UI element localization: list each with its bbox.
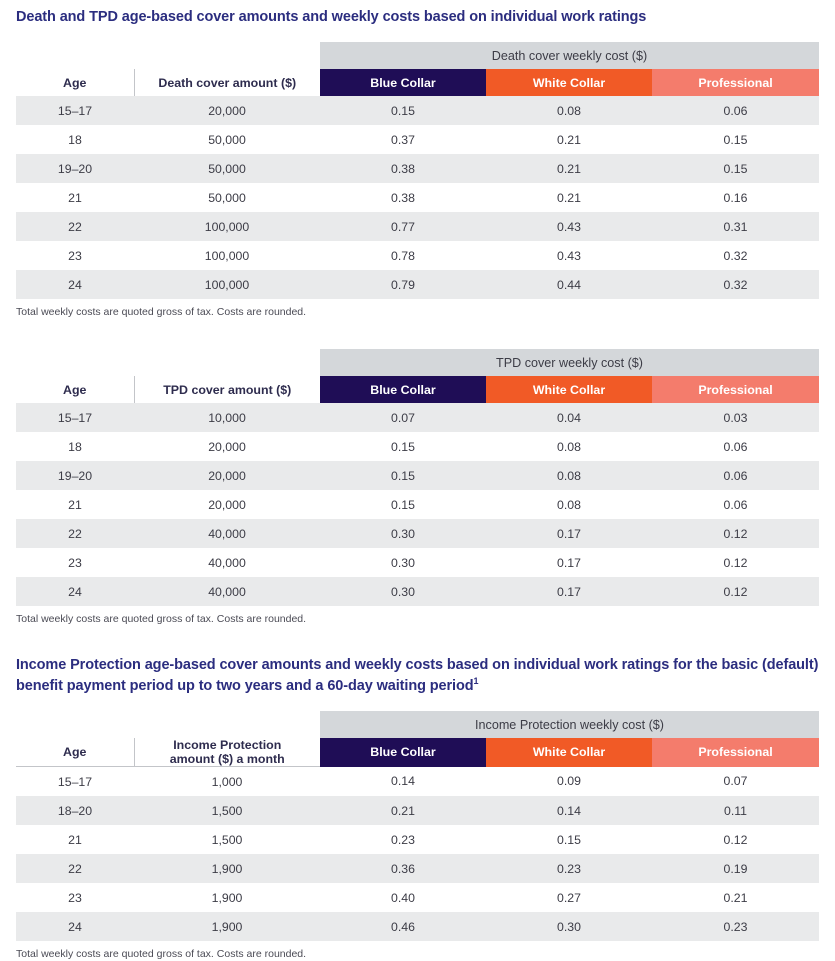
column-header-professional: Professional	[652, 376, 819, 403]
cell-age: 19–20	[16, 461, 134, 490]
cell-amount: 50,000	[134, 183, 320, 212]
group-header-death-cover-cost: Death cover weekly cost ($)	[320, 42, 819, 69]
cell-age: 19–20	[16, 154, 134, 183]
cell-age: 21	[16, 183, 134, 212]
cell-blue-collar: 0.15	[320, 461, 486, 490]
column-header-income-protection-amount	[134, 738, 320, 767]
cell-age: 23	[16, 883, 134, 912]
cell-white-collar: 0.23	[486, 854, 652, 883]
cell-age: 18	[16, 125, 134, 154]
column-header-age: Age	[16, 738, 134, 767]
tpd-cover-table	[16, 349, 819, 606]
table-note-income-protection: Total weekly costs are quoted gross of tax. Costs are rounded.	[16, 948, 307, 960]
cell-professional: 0.12	[652, 577, 819, 606]
cell-amount: 40,000	[134, 548, 320, 577]
cell-age: 15–17	[16, 767, 134, 797]
group-header-row	[16, 42, 819, 69]
cell-age: 15–17	[16, 96, 134, 125]
group-header-spacer	[134, 349, 320, 376]
cell-professional: 0.21	[652, 883, 819, 912]
cell-professional: 0.15	[652, 125, 819, 154]
cell-amount: 100,000	[134, 270, 320, 299]
death-cover-table	[16, 42, 819, 299]
cell-white-collar: 0.08	[486, 432, 652, 461]
table-row	[16, 854, 819, 883]
group-header-spacer	[134, 711, 320, 738]
table-row	[16, 490, 819, 519]
cell-amount: 1,500	[134, 796, 320, 825]
table-row	[16, 241, 819, 270]
cell-professional: 0.06	[652, 432, 819, 461]
cell-white-collar: 0.04	[486, 403, 652, 432]
cell-amount: 20,000	[134, 432, 320, 461]
cell-amount: 20,000	[134, 490, 320, 519]
column-header-professional: Professional	[652, 738, 819, 767]
table-row	[16, 796, 819, 825]
cell-amount: 20,000	[134, 96, 320, 125]
cell-white-collar: 0.08	[486, 461, 652, 490]
cell-amount: 100,000	[134, 241, 320, 270]
cell-age: 24	[16, 270, 134, 299]
cell-white-collar: 0.09	[486, 767, 652, 797]
cell-age: 23	[16, 241, 134, 270]
spacer	[16, 319, 819, 349]
cell-white-collar: 0.43	[486, 212, 652, 241]
table-row	[16, 461, 819, 490]
cell-white-collar: 0.14	[486, 796, 652, 825]
cell-blue-collar: 0.78	[320, 241, 486, 270]
cell-white-collar: 0.21	[486, 125, 652, 154]
cell-amount: 1,000	[134, 767, 320, 797]
cell-professional: 0.32	[652, 270, 819, 299]
column-header-professional: Professional	[652, 69, 819, 96]
cell-white-collar: 0.17	[486, 577, 652, 606]
group-header-spacer	[16, 42, 134, 69]
column-header-row	[16, 738, 819, 767]
column-header-line-1: Income Protection	[173, 738, 282, 752]
table-row	[16, 767, 819, 797]
group-header-income-protection-cost: Income Protection weekly cost ($)	[320, 711, 819, 738]
cell-blue-collar: 0.40	[320, 883, 486, 912]
table-row	[16, 125, 819, 154]
column-header-white-collar: White Collar	[486, 69, 652, 96]
cell-age: 18–20	[16, 796, 134, 825]
cell-age: 15–17	[16, 403, 134, 432]
cell-amount: 50,000	[134, 154, 320, 183]
cell-professional: 0.11	[652, 796, 819, 825]
cell-white-collar: 0.30	[486, 912, 652, 941]
cell-blue-collar: 0.07	[320, 403, 486, 432]
section-title-income-protection	[16, 648, 819, 697]
cell-white-collar: 0.43	[486, 241, 652, 270]
cell-blue-collar: 0.38	[320, 183, 486, 212]
cell-blue-collar: 0.36	[320, 854, 486, 883]
group-header-spacer	[16, 711, 134, 738]
cell-blue-collar: 0.30	[320, 577, 486, 606]
cell-amount: 40,000	[134, 577, 320, 606]
cell-age: 24	[16, 577, 134, 606]
table-row	[16, 825, 819, 854]
cell-professional: 0.19	[652, 854, 819, 883]
cell-blue-collar: 0.15	[320, 96, 486, 125]
cell-amount: 100,000	[134, 212, 320, 241]
cell-blue-collar: 0.37	[320, 125, 486, 154]
cell-amount: 50,000	[134, 125, 320, 154]
footnote-marker: 1	[473, 676, 479, 687]
group-header-spacer	[16, 349, 134, 376]
cell-professional: 0.06	[652, 96, 819, 125]
cell-blue-collar: 0.21	[320, 796, 486, 825]
column-header-blue-collar: Blue Collar	[320, 738, 486, 767]
cell-blue-collar: 0.15	[320, 490, 486, 519]
cell-blue-collar: 0.30	[320, 548, 486, 577]
cell-professional: 0.31	[652, 212, 819, 241]
table-note-tpd: Total weekly costs are quoted gross of tax. Costs are rounded.	[16, 613, 307, 625]
cell-professional: 0.06	[652, 461, 819, 490]
table-row	[16, 183, 819, 212]
table-row	[16, 154, 819, 183]
table-row	[16, 577, 819, 606]
cell-age: 22	[16, 854, 134, 883]
column-header-blue-collar: Blue Collar	[320, 376, 486, 403]
column-header-tpd-cover-amount: TPD cover amount ($)	[134, 376, 320, 403]
cell-professional: 0.23	[652, 912, 819, 941]
cell-age: 22	[16, 212, 134, 241]
income-protection-table	[16, 711, 819, 941]
cell-age: 24	[16, 912, 134, 941]
cell-professional: 0.32	[652, 241, 819, 270]
cell-professional: 0.03	[652, 403, 819, 432]
cell-amount: 1,900	[134, 883, 320, 912]
cell-amount: 10,000	[134, 403, 320, 432]
group-header-row	[16, 711, 819, 738]
table-row	[16, 270, 819, 299]
table-note-death: Total weekly costs are quoted gross of tax. Costs are rounded.	[16, 306, 307, 318]
cell-blue-collar: 0.79	[320, 270, 486, 299]
cell-age: 18	[16, 432, 134, 461]
spacer	[16, 28, 819, 42]
cell-white-collar: 0.21	[486, 154, 652, 183]
cell-white-collar: 0.08	[486, 490, 652, 519]
cell-white-collar: 0.17	[486, 519, 652, 548]
cell-white-collar: 0.08	[486, 96, 652, 125]
group-header-spacer	[134, 42, 320, 69]
section-title-text: Income Protection age-based cover amounts and weekly costs based on individual work ratings for the basic (default) benefit payment period up to two years and a 60-day waiting period	[16, 657, 819, 694]
cell-blue-collar: 0.15	[320, 432, 486, 461]
cell-professional: 0.15	[652, 154, 819, 183]
table-row	[16, 912, 819, 941]
cell-age: 21	[16, 490, 134, 519]
column-header-death-cover-amount: Death cover amount ($)	[134, 69, 320, 96]
column-header-age: Age	[16, 69, 134, 96]
cell-white-collar: 0.17	[486, 548, 652, 577]
cell-amount: 1,900	[134, 854, 320, 883]
cell-blue-collar: 0.46	[320, 912, 486, 941]
column-header-row	[16, 376, 819, 403]
table-row	[16, 883, 819, 912]
group-header-row	[16, 349, 819, 376]
table-row	[16, 519, 819, 548]
cell-amount: 1,500	[134, 825, 320, 854]
cell-professional: 0.12	[652, 825, 819, 854]
table-row	[16, 96, 819, 125]
cell-age: 21	[16, 825, 134, 854]
column-header-age: Age	[16, 376, 134, 403]
table-row	[16, 548, 819, 577]
cell-blue-collar: 0.23	[320, 825, 486, 854]
cell-white-collar: 0.21	[486, 183, 652, 212]
group-header-tpd-cover-cost: TPD cover weekly cost ($)	[320, 349, 819, 376]
cell-amount: 40,000	[134, 519, 320, 548]
spacer	[16, 697, 819, 711]
cell-professional: 0.07	[652, 767, 819, 797]
section-title-death-tpd: Death and TPD age-based cover amounts and weekly costs based on individual work ratings	[16, 9, 647, 25]
cell-blue-collar: 0.30	[320, 519, 486, 548]
cell-age: 23	[16, 548, 134, 577]
cell-professional: 0.06	[652, 490, 819, 519]
cell-professional: 0.16	[652, 183, 819, 212]
cell-professional: 0.12	[652, 519, 819, 548]
cell-age: 22	[16, 519, 134, 548]
table-row	[16, 212, 819, 241]
column-header-line-2: amount ($) a month	[169, 752, 285, 766]
spacer	[16, 626, 819, 648]
cell-blue-collar: 0.14	[320, 767, 486, 797]
column-header-row	[16, 69, 819, 96]
cell-white-collar: 0.44	[486, 270, 652, 299]
column-header-white-collar: White Collar	[486, 738, 652, 767]
cell-amount: 20,000	[134, 461, 320, 490]
cell-professional: 0.12	[652, 548, 819, 577]
column-header-white-collar: White Collar	[486, 376, 652, 403]
table-row	[16, 403, 819, 432]
cell-amount: 1,900	[134, 912, 320, 941]
cell-blue-collar: 0.77	[320, 212, 486, 241]
table-row	[16, 432, 819, 461]
cell-blue-collar: 0.38	[320, 154, 486, 183]
cell-white-collar: 0.15	[486, 825, 652, 854]
column-header-blue-collar: Blue Collar	[320, 69, 486, 96]
cell-white-collar: 0.27	[486, 883, 652, 912]
